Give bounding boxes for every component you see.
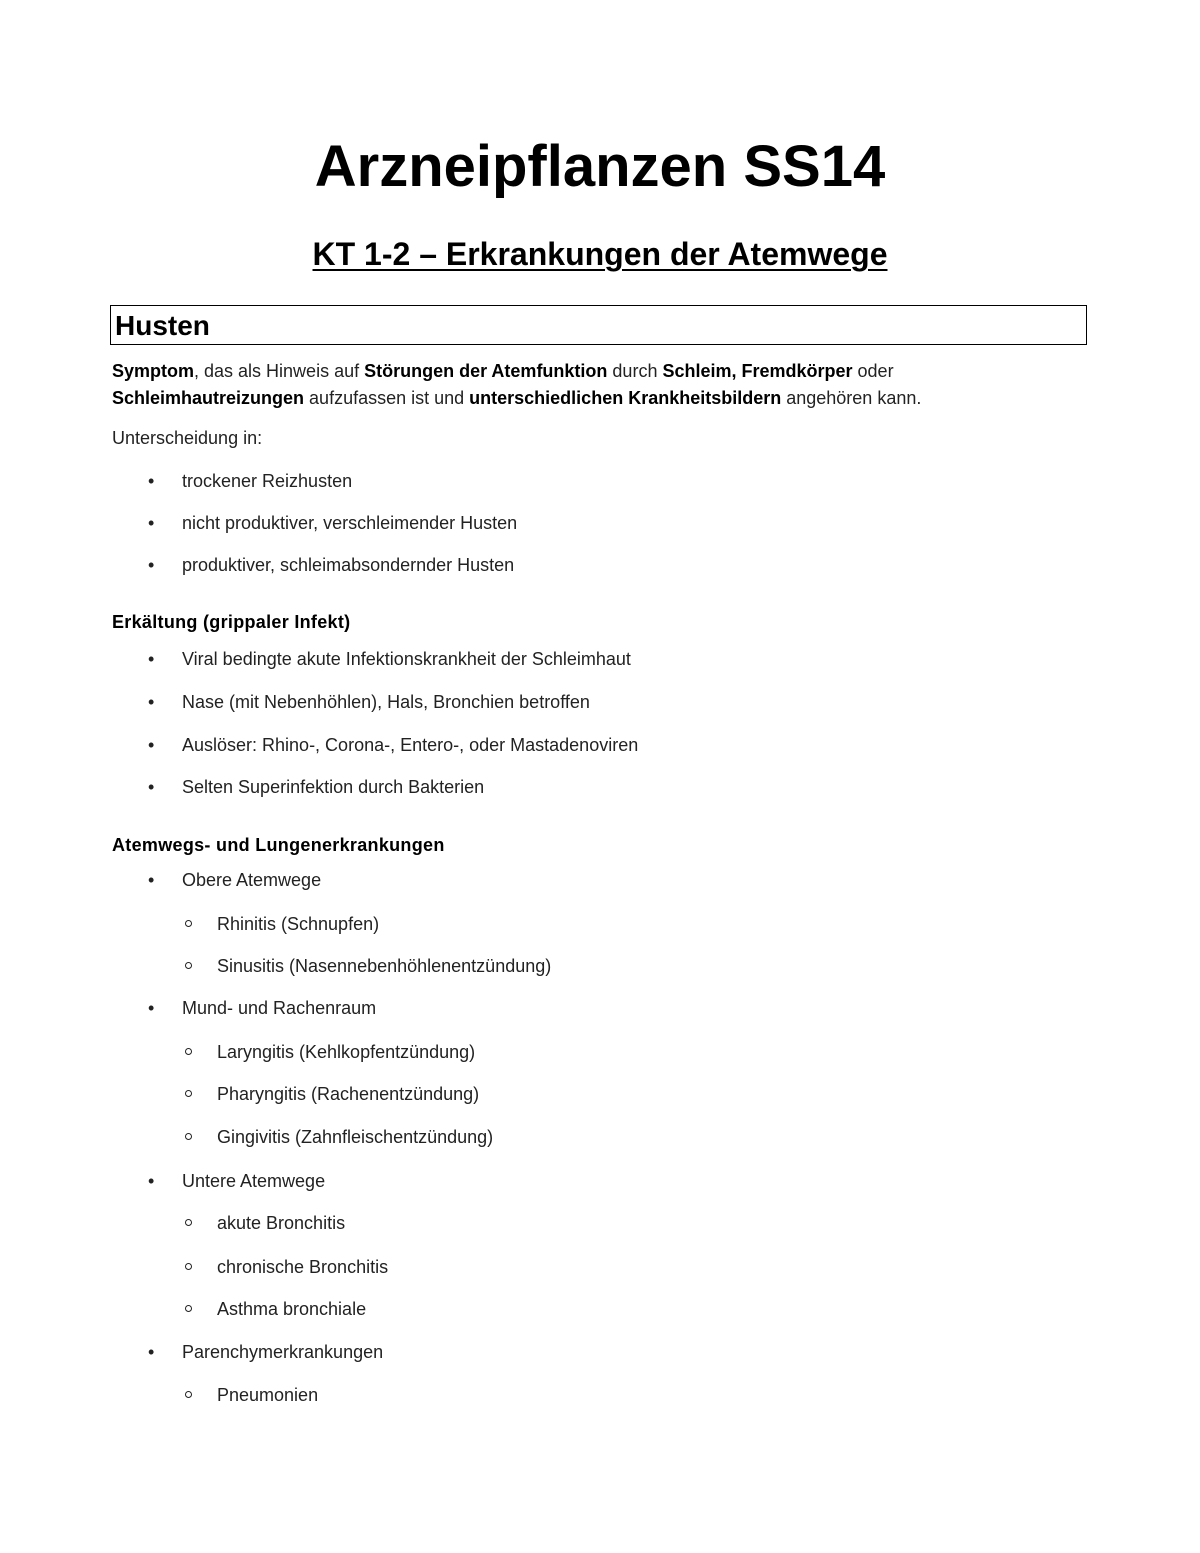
list-item-text: chronische Bronchitis xyxy=(217,1257,389,1277)
list-item-text: produktiver, schleimabsondernder Husten xyxy=(182,555,515,575)
document-title: Arzneipflanzen SS14 xyxy=(314,134,886,199)
list-item-text: Laryngitis (Kehlkopfentzündung) xyxy=(217,1042,476,1062)
intro-bold-text: Störungen der Atemfunktion xyxy=(364,361,608,381)
circle-bullet-icon xyxy=(185,1090,192,1097)
list-item xyxy=(148,775,485,799)
circle-bullet-icon xyxy=(185,1048,192,1055)
sub-list-item xyxy=(217,1125,493,1149)
circle-bullet-icon xyxy=(185,962,192,969)
bullet-marker: • xyxy=(148,692,155,712)
list-item xyxy=(148,996,377,1020)
circle-bullet-icon xyxy=(185,1133,192,1140)
sub-list-item xyxy=(217,1082,479,1106)
list-item-text: Nase (mit Nebenhöhlen), Hals, Bronchien betroffen xyxy=(182,692,590,712)
intro-bold-text: Schleimhautreizungen xyxy=(112,388,305,408)
bullet-marker: • xyxy=(148,998,155,1018)
list-item-text: Obere Atemwege xyxy=(182,870,322,890)
bullet-marker: • xyxy=(148,649,155,669)
sub-list-item xyxy=(217,1297,366,1321)
sub-list-item xyxy=(217,1211,345,1235)
distinction-label: Unterscheidung in: xyxy=(112,428,263,448)
intro-bold-text: unterschiedlichen Krankheitsbildern xyxy=(469,388,782,408)
bullet-marker: • xyxy=(148,1171,155,1191)
section-heading-box xyxy=(110,305,1087,345)
list-item xyxy=(148,553,515,577)
list-item xyxy=(148,733,639,757)
bullet-marker: • xyxy=(148,513,155,533)
list-item-text: Viral bedingte akute Infektionskrankheit der Schleimhaut xyxy=(182,649,631,669)
intro-text: oder xyxy=(852,361,894,381)
sub-list-item xyxy=(217,1383,318,1407)
list-item-text: Parenchymerkrankungen xyxy=(182,1342,384,1362)
intro-text: angehören kann. xyxy=(781,388,922,408)
sub-list-item xyxy=(217,1255,388,1279)
list-item xyxy=(148,690,590,714)
list-item-text: Auslöser: Rhino-, Corona-, Entero-, oder Mastadenoviren xyxy=(182,735,639,755)
bullet-marker: • xyxy=(148,1342,155,1362)
bullet-marker: • xyxy=(148,870,155,890)
list-item xyxy=(148,868,322,892)
list-item-text: Pneumonien xyxy=(217,1385,319,1405)
list-item-text: Untere Atemwege xyxy=(182,1171,326,1191)
sub-list-item xyxy=(217,912,379,936)
list-item-text: Mund- und Rachenraum xyxy=(182,998,377,1018)
section-heading: Husten xyxy=(115,310,210,341)
document-subtitle: KT 1-2 – Erkrankungen der Atemwege xyxy=(312,236,888,272)
intro-paragraph xyxy=(112,358,1072,412)
intro-bold-text: Symptom xyxy=(112,361,195,381)
list-item xyxy=(148,511,518,535)
list-item-text: Selten Superinfektion durch Bakterien xyxy=(182,777,485,797)
bullet-marker: • xyxy=(148,735,155,755)
list-item-text: Asthma bronchiale xyxy=(217,1299,367,1319)
circle-bullet-icon xyxy=(185,1305,192,1312)
intro-text: , das als Hinweis auf xyxy=(194,361,365,381)
list-item-text: nicht produktiver, verschleimender Husten xyxy=(182,513,518,533)
cold-heading: Erkältung (grippaler Infekt) xyxy=(112,612,351,632)
list-item xyxy=(148,647,631,671)
list-item-text: Pharyngitis (Rachenentzündung) xyxy=(217,1084,480,1104)
circle-bullet-icon xyxy=(185,1391,192,1398)
list-item-text: Gingivitis (Zahnfleischentzündung) xyxy=(217,1127,494,1147)
circle-bullet-icon xyxy=(185,1219,192,1226)
list-item xyxy=(148,1169,326,1193)
diseases-heading: Atemwegs- und Lungenerkrankungen xyxy=(112,835,445,855)
list-item-text: Sinusitis (Nasennebenhöhlenentzündung) xyxy=(217,956,552,976)
bullet-marker: • xyxy=(148,471,155,491)
circle-bullet-icon xyxy=(185,920,192,927)
bullet-marker: • xyxy=(148,555,155,575)
sub-list-item xyxy=(217,1040,475,1064)
list-item-text: Rhinitis (Schnupfen) xyxy=(217,914,380,934)
bullet-marker: • xyxy=(148,777,155,797)
circle-bullet-icon xyxy=(185,1263,192,1270)
intro-text: durch xyxy=(607,361,663,381)
list-item-text: trockener Reizhusten xyxy=(182,471,353,491)
intro-text: aufzufassen ist und xyxy=(304,388,470,408)
list-item xyxy=(148,1340,384,1364)
sub-list-item xyxy=(217,954,551,978)
list-item xyxy=(148,469,353,493)
intro-bold-text: Schleim, Fremdkörper xyxy=(662,361,853,381)
list-item-text: akute Bronchitis xyxy=(217,1213,346,1233)
